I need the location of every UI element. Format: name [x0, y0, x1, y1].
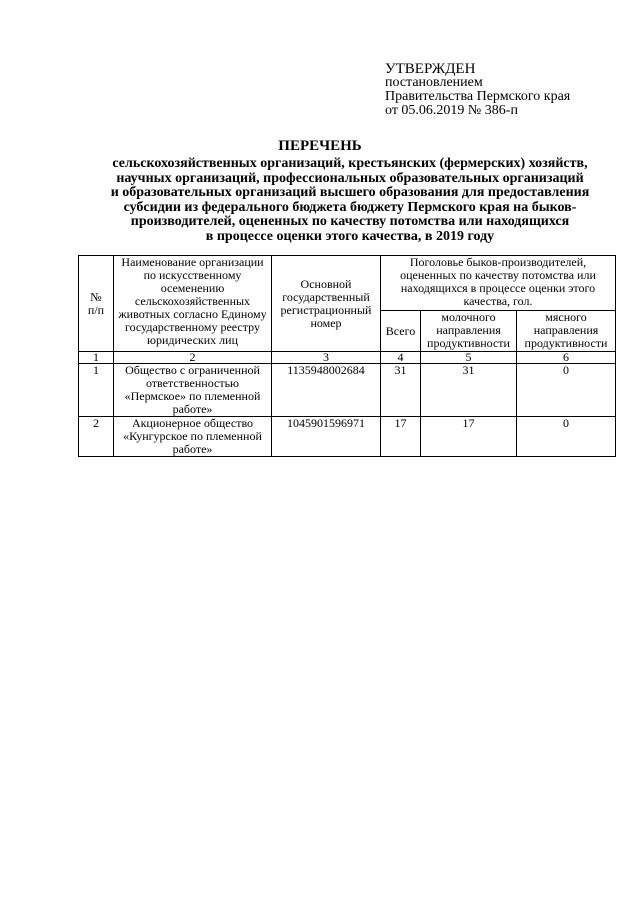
document-subtitle — [60, 157, 640, 245]
approval-line-1: постановлением — [385, 75, 483, 90]
subtitle-line: и образовательных организаций высшего образования для предоставления — [110, 185, 590, 201]
row-dairy: 17 — [421, 417, 517, 457]
row-name: Акционерное общество «Кунгурское по племенной работе» — [114, 417, 272, 457]
document-title: ПЕРЕЧЕНЬ — [278, 138, 362, 154]
header-meat: мясного направления продуктивности — [517, 311, 616, 352]
column-number: 6 — [517, 352, 616, 364]
table-row — [79, 417, 616, 457]
header-ogrn: Основной государственный регистрационный номер — [272, 256, 381, 352]
row-num: 2 — [79, 417, 114, 457]
column-number: 4 — [381, 352, 421, 364]
subtitle-line: производителей, оцененных по качеству потомства или находящихся — [130, 214, 570, 230]
row-total: 31 — [381, 364, 421, 417]
row-ogrn: 1045901596971 — [272, 417, 381, 457]
header-dairy: молочного направления продуктивности — [421, 311, 517, 352]
row-meat: 0 — [517, 364, 616, 417]
header-num: № п/п — [79, 256, 114, 352]
column-number: 2 — [114, 352, 272, 364]
column-number: 3 — [272, 352, 381, 364]
subtitle-line: субсидии из федерального бюджета бюджету Пермского края на быков- — [123, 199, 577, 215]
subtitle-line: научных организаций, профессиональных образовательных организаций — [116, 170, 584, 186]
header-name: Наименование организации по искусственному осеменению сельскохозяйственных животных согласно Единому государственному реестру юридических лиц — [114, 256, 272, 352]
row-name: Общество с ограниченной ответственностью «Пермское» по племенной работе» — [114, 364, 272, 417]
table-row — [79, 364, 616, 417]
header-total: Всего — [381, 311, 421, 352]
approval-line-3: от 05.06.2019 № 386-п — [385, 103, 518, 118]
approval-heading: УТВЕРЖДЕН — [385, 61, 476, 77]
approval-stamp — [385, 62, 570, 118]
header-bulls: Поголовье быков-производителей, оцененных по качеству потомства или находящихся в процессе оценки этого качества, гол. — [381, 256, 616, 311]
approval-line-2: Правительства Пермского края — [385, 89, 571, 104]
subtitle-line: сельскохозяйственных организаций, крестьянских (фермерских) хозяйств, — [112, 156, 588, 171]
row-ogrn: 1135948002684 — [272, 364, 381, 417]
row-num: 1 — [79, 364, 114, 417]
column-number: 1 — [79, 352, 114, 364]
header-row — [79, 256, 616, 311]
column-number-row — [79, 352, 616, 364]
column-number: 5 — [421, 352, 517, 364]
subtitle-line: в процессе оценки этого качества, в 2019 году — [205, 228, 495, 244]
row-total: 17 — [381, 417, 421, 457]
row-dairy: 31 — [421, 364, 517, 417]
organizations-table — [78, 255, 616, 457]
row-meat: 0 — [517, 417, 616, 457]
